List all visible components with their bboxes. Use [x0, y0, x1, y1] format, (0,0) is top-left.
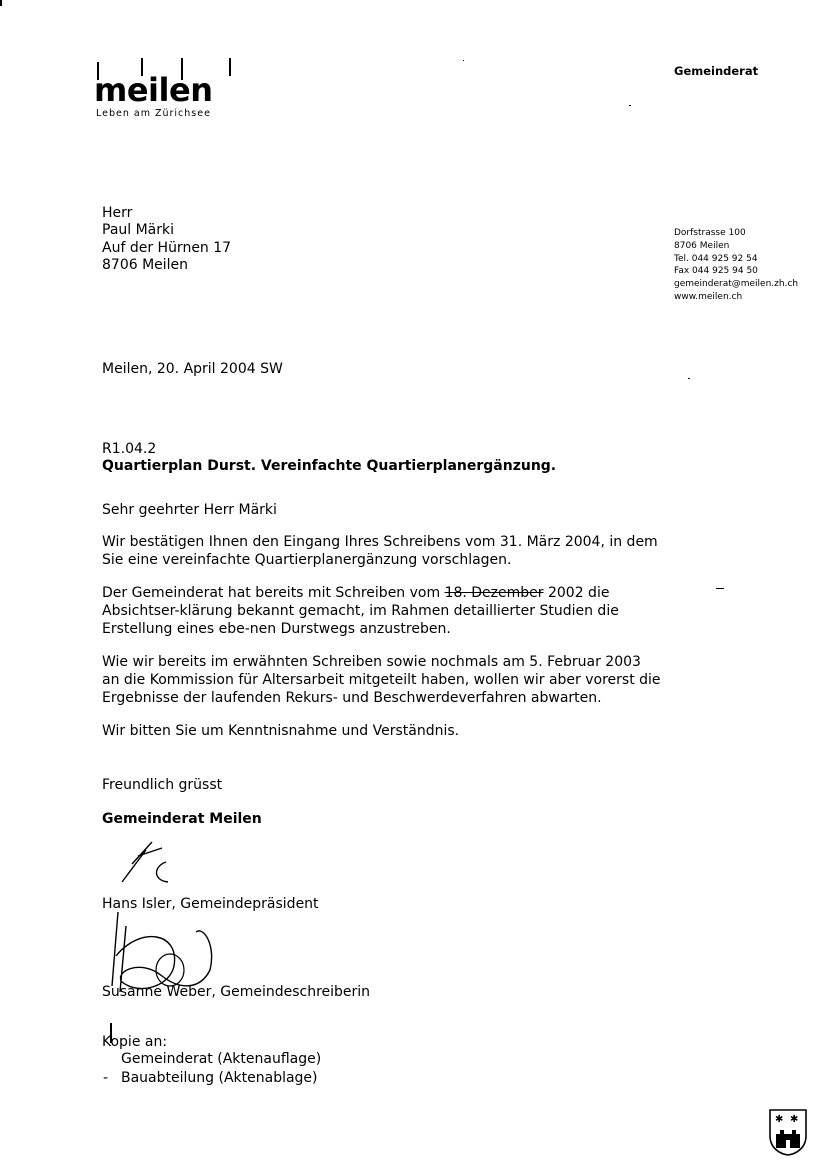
contact-fax: Fax 044 925 94 50 [674, 266, 758, 277]
paragraph-2-end: 2002 die Absichtser-klärung bekannt gemacht, im Rahmen detaillierter Studien die Erstellung eines ebe-nen Durstwegs anzustreben. [102, 585, 619, 637]
contact-web: www.meilen.ch [674, 291, 743, 302]
paragraph-4: Wir bitten Sie um Kenntnisnahme und Verständnis. [102, 723, 460, 739]
contact-tel: Tel. 044 925 92 54 [674, 253, 758, 264]
paragraph-1: Wir bestätigen Ihnen den Eingang Ihres Schreibens vom 31. März 2004, in dem Sie eine vereinfachte Quartierplanergänzung vorschlagen. [102, 534, 658, 568]
paragraph-2 [102, 584, 662, 638]
scan-speck [629, 105, 631, 106]
scan-speck [463, 60, 464, 61]
contact-email: gemeinderat@meilen.zh.ch [674, 279, 799, 290]
sender-department: Gemeinderat [674, 64, 759, 78]
reference-number: R1.04.2 [102, 441, 157, 457]
scan-speck [688, 378, 690, 379]
signer-1: Hans Isler, Gemeindepräsident [102, 896, 319, 912]
scan-speck [716, 588, 724, 589]
letter-subject: Quartierplan Durst. Vereinfachte Quartierplanergänzung. [102, 458, 557, 474]
copy-item: Bauabteilung (Aktenablage) [121, 1070, 318, 1086]
contact-city: 8706 Meilen [674, 240, 730, 251]
copy-item: Gemeinderat (Aktenauflage) [121, 1051, 322, 1067]
paragraph-2-start: Der Gemeinderat hat bereits mit Schreiben vom [102, 585, 445, 601]
copy-label: Kopie an: [102, 1034, 168, 1050]
paragraph-2-struck-date: 18. Dezember [444, 585, 544, 601]
scan-speck [0, 0, 2, 6]
coat-of-arms-icon [768, 1108, 808, 1156]
recipient-street: Auf der Hürnen 17 [102, 240, 232, 256]
recipient-salutation: Herr [102, 205, 133, 221]
signatory-body: Gemeinderat Meilen [102, 811, 262, 827]
svg-text:✱: ✱ [790, 1114, 799, 1125]
signer-2: Susanne Weber, Gemeindeschreiberin [102, 984, 371, 1000]
closing: Freundlich grüsst [102, 777, 223, 793]
letter-date: Meilen, 20. April 2004 SW [102, 361, 283, 377]
greeting: Sehr geehrter Herr Märki [102, 502, 277, 518]
municipality-logo [94, 58, 244, 128]
copy-dash: - [103, 1070, 109, 1086]
paragraph-3: Wie wir bereits im erwähnten Schreiben sowie nochmals am 5. Februar 2003 an die Kommission für Altersarbeit mitgeteilt haben, wollen wir aber vorerst die Ergebnisse der laufenden Rekurs- und Beschwerdeverfahren abwarten. [102, 654, 661, 706]
contact-street: Dorfstrasse 100 [674, 228, 746, 238]
logo-wordmark: meilen [94, 71, 213, 109]
sender-contact-block [674, 227, 798, 304]
signature-hans-isler [108, 836, 188, 896]
logo-tagline: Leben am Zürichsee [96, 108, 211, 119]
svg-text:✱: ✱ [775, 1114, 784, 1125]
recipient-name: Paul Märki [102, 222, 175, 238]
recipient-city: 8706 Meilen [102, 257, 189, 273]
